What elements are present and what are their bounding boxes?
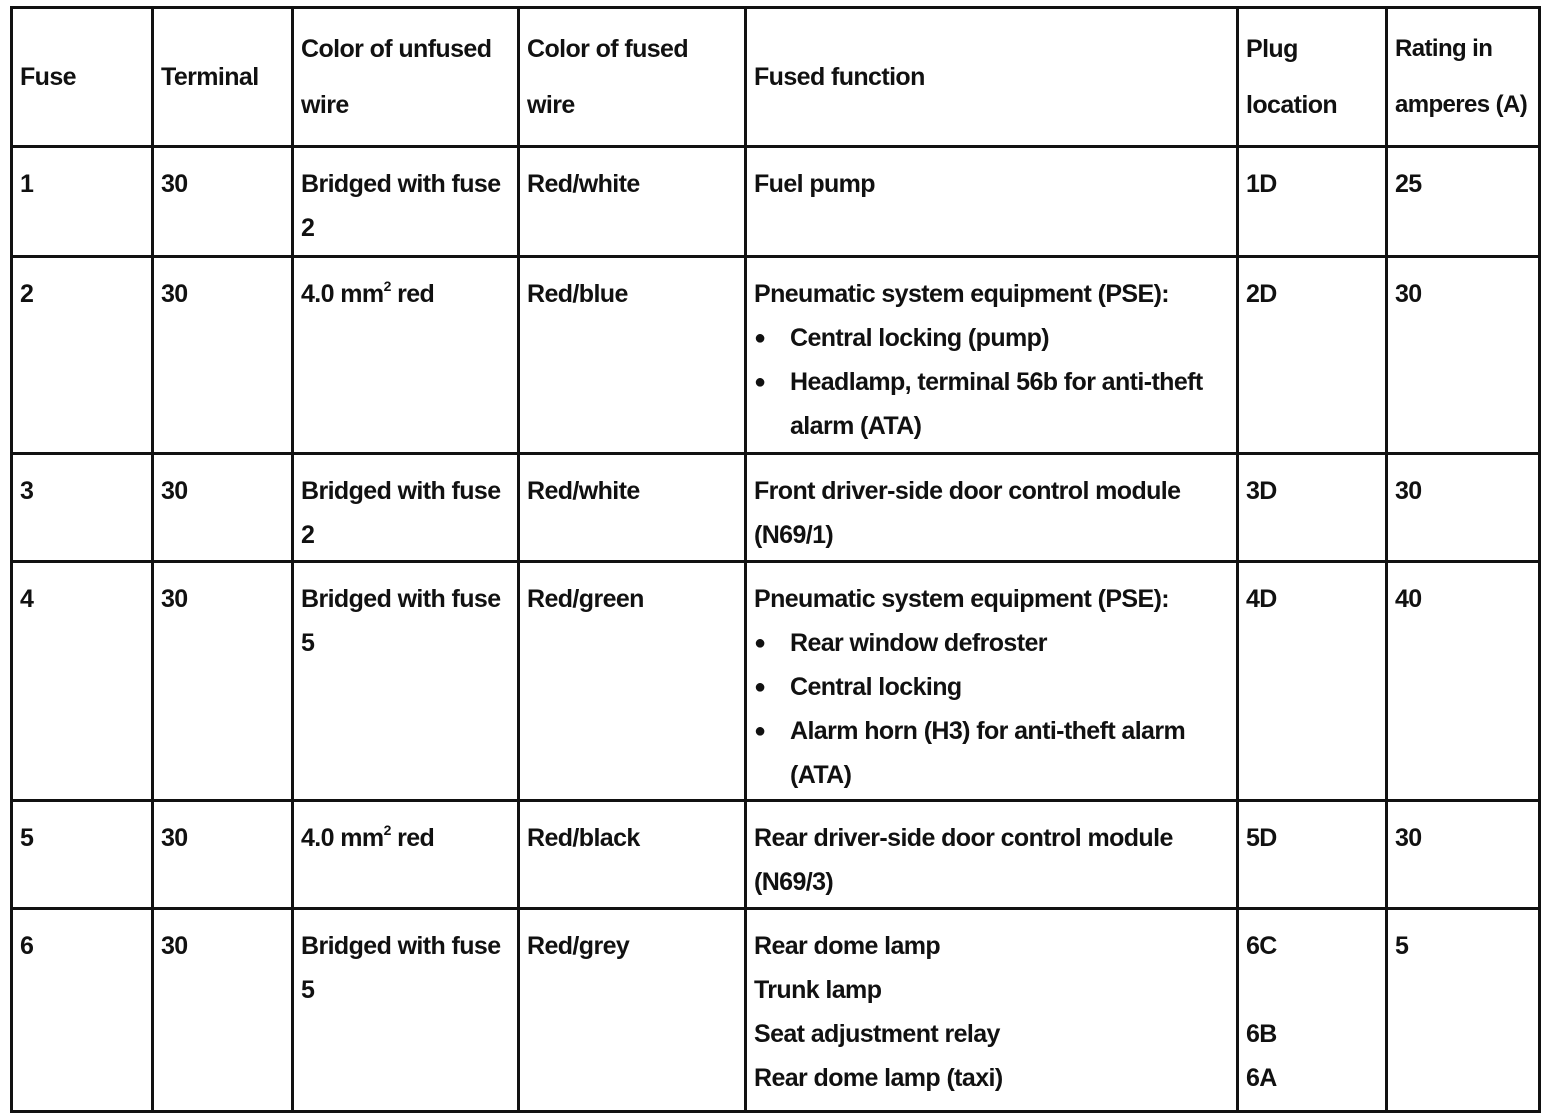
plug-line: 6C — [1246, 932, 1277, 960]
fused-function: Front driver-side door control module (N69/1) — [746, 454, 1238, 562]
fuse-number: 6 — [12, 909, 153, 1112]
header-row — [12, 8, 1540, 147]
rating: 25 — [1387, 147, 1540, 257]
unfused-color-name: red — [390, 824, 435, 852]
fused-color: Red/black — [519, 801, 746, 909]
table-row — [12, 562, 1540, 801]
plug-location: 5D — [1238, 801, 1387, 909]
function-title: Pneumatic system equipment (PSE): — [754, 280, 1170, 308]
unfused-size-exponent: 2 — [383, 821, 391, 838]
function-bullet: ● Alarm horn (H3) for anti-theft alarm (ATA) — [754, 709, 1230, 797]
fused-function — [746, 909, 1238, 1112]
header-terminal: Terminal — [153, 8, 293, 147]
function-line: Rear dome lamp — [754, 932, 941, 960]
function-bullet: ● Central locking — [754, 665, 1230, 709]
fused-color: Red/green — [519, 562, 746, 801]
function-line: Trunk lamp — [754, 976, 882, 1004]
header-unfused-color: Color of unfused wire — [293, 8, 519, 147]
fused-function — [746, 562, 1238, 801]
unfused-color: Bridged with fuse 2 — [293, 147, 519, 257]
function-line: Seat adjustment relay — [754, 1020, 1000, 1048]
terminal: 30 — [153, 909, 293, 1112]
fuse-number: 5 — [12, 801, 153, 909]
terminal: 30 — [153, 147, 293, 257]
function-bullet: ● Headlamp, terminal 56b for anti-theft alarm (ATA) — [754, 360, 1230, 448]
fuse-table — [10, 6, 1541, 1113]
fused-color: Red/white — [519, 454, 746, 562]
fused-function — [746, 257, 1238, 454]
fused-function: Fuel pump — [746, 147, 1238, 257]
terminal: 30 — [153, 454, 293, 562]
unfused-color — [293, 801, 519, 909]
rating: 40 — [1387, 562, 1540, 801]
table-row — [12, 454, 1540, 562]
plug-location: 1D — [1238, 147, 1387, 257]
header-fused-function: Fused function — [746, 8, 1238, 147]
function-line: Rear dome lamp (taxi) — [754, 1064, 1003, 1092]
unfused-size-exponent: 2 — [383, 277, 391, 294]
fused-color: Red/white — [519, 147, 746, 257]
fused-function: Rear driver-side door control module (N69/3) — [746, 801, 1238, 909]
fuse-number: 1 — [12, 147, 153, 257]
plug-line: 6B — [1246, 1020, 1277, 1048]
fused-color: Red/grey — [519, 909, 746, 1112]
plug-spacer — [1246, 968, 1379, 1012]
header-rating: Rating in amperes (A) — [1387, 8, 1540, 147]
plug-location — [1238, 909, 1387, 1112]
unfused-color-name: red — [390, 280, 435, 308]
terminal: 30 — [153, 257, 293, 454]
table-row — [12, 909, 1540, 1112]
unfused-color: Bridged with fuse 5 — [293, 909, 519, 1112]
unfused-size: 4.0 mm — [301, 280, 384, 308]
table-row — [12, 801, 1540, 909]
fuse-number: 2 — [12, 257, 153, 454]
header-fused-color: Color of fused wire — [519, 8, 746, 147]
unfused-color — [293, 257, 519, 454]
table-row — [12, 257, 1540, 454]
plug-line: 6A — [1246, 1064, 1277, 1092]
rating: 30 — [1387, 454, 1540, 562]
terminal: 30 — [153, 801, 293, 909]
rating: 30 — [1387, 257, 1540, 454]
fuse-number: 4 — [12, 562, 153, 801]
fuse-number: 3 — [12, 454, 153, 562]
table-row — [12, 147, 1540, 257]
unfused-color: Bridged with fuse 5 — [293, 562, 519, 801]
unfused-size: 4.0 mm — [301, 824, 384, 852]
terminal: 30 — [153, 562, 293, 801]
rating: 30 — [1387, 801, 1540, 909]
plug-location: 3D — [1238, 454, 1387, 562]
plug-location: 2D — [1238, 257, 1387, 454]
rating: 5 — [1387, 909, 1540, 1112]
function-bullet: ● Central locking (pump) — [754, 316, 1230, 360]
header-plug-location: Plug location — [1238, 8, 1387, 147]
plug-location: 4D — [1238, 562, 1387, 801]
function-title: Pneumatic system equipment (PSE): — [754, 585, 1170, 613]
fused-color: Red/blue — [519, 257, 746, 454]
header-fuse: Fuse — [12, 8, 153, 147]
unfused-color: Bridged with fuse 2 — [293, 454, 519, 562]
function-bullet: ● Rear window defroster — [754, 621, 1230, 665]
